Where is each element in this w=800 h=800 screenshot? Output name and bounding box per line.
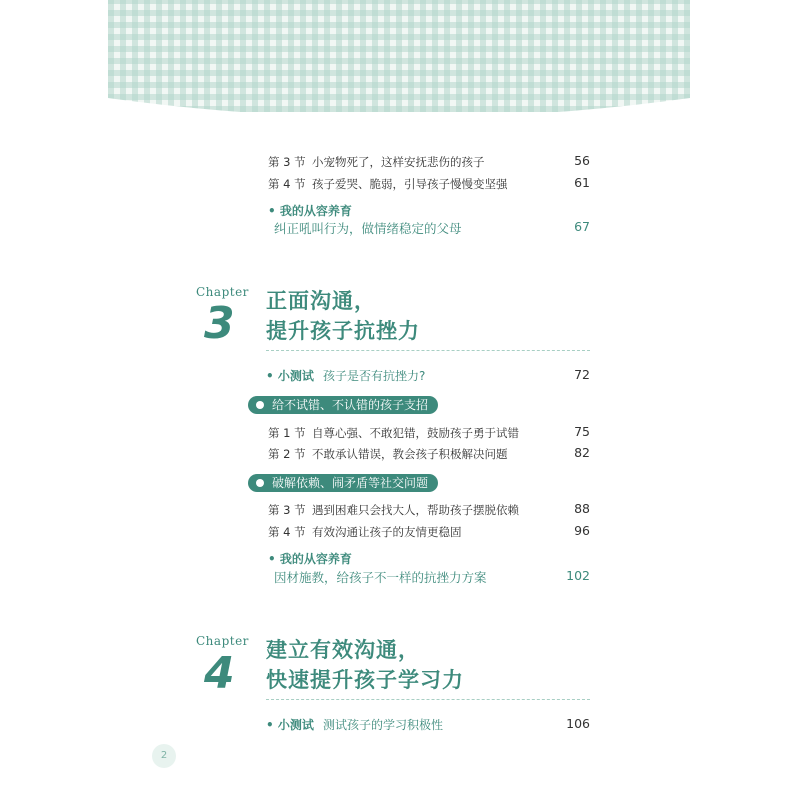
section-label: 第 4 节 (268, 525, 306, 539)
section-label: 第 2 节 (268, 447, 306, 461)
quiz-text[interactable]: 测试孩子的学习积极性 (323, 718, 444, 732)
parenting-subtitle[interactable]: 因材施教，给孩子不一样的抗挫力方案 (274, 570, 487, 585)
chapter-divider (266, 350, 590, 351)
chapter-title-line2: 提升孩子抗挫力 (266, 319, 420, 343)
chapter-number: 3 (204, 298, 235, 349)
chapter-number: 4 (204, 648, 235, 699)
parenting-page: 102 (566, 568, 590, 583)
section-title[interactable]: 孩子爱哭、脆弱，引导孩子慢慢变坚强 (312, 177, 508, 191)
chapter-label: Chapter (196, 634, 249, 648)
header-curve (108, 78, 690, 138)
quiz-page: 106 (566, 716, 590, 731)
section-page: 88 (574, 501, 590, 516)
page-number: 2 (152, 744, 176, 768)
section-title[interactable]: 小宠物死了，这样安抚悲伤的孩子 (312, 155, 485, 169)
topic-pill (248, 474, 438, 492)
section-title[interactable]: 有效沟通让孩子的友情更稳固 (312, 525, 462, 539)
parenting-heading: • 我的从容养育 (268, 552, 352, 566)
quiz-page: 72 (574, 367, 590, 382)
chapter-title[interactable] (266, 635, 464, 695)
quiz-text[interactable]: 孩子是否有抗挫力? (323, 369, 426, 383)
section-label: 第 3 节 (268, 503, 306, 517)
section-label: 第 1 节 (268, 426, 306, 440)
quiz-label: • 小测试 (266, 718, 314, 732)
section-title[interactable]: 自尊心强、不敢犯错，鼓励孩子勇于试错 (312, 426, 519, 440)
topic-pill-label: 给不试错、不认错的孩子支招 (272, 398, 429, 412)
topic-pill (248, 396, 438, 414)
topic-pill-label: 破解依赖、闹矛盾等社交问题 (272, 476, 429, 490)
section-page: 61 (574, 175, 590, 190)
parenting-subtitle[interactable]: 纠正吼叫行为，做情绪稳定的父母 (274, 221, 462, 236)
section-title[interactable]: 不敢承认错误，教会孩子积极解决问题 (312, 447, 508, 461)
section-label: 第 3 节 (268, 155, 306, 169)
chapter-title-line1: 建立有效沟通， (266, 638, 420, 662)
chapter-title-line1: 正面沟通， (266, 289, 376, 313)
section-label: 第 4 节 (268, 177, 306, 191)
parenting-page: 67 (574, 219, 590, 234)
chapter-divider (266, 699, 590, 700)
chapter-label: Chapter (196, 285, 249, 299)
chapter-title-line2: 快速提升孩子学习力 (266, 668, 464, 692)
quiz-label: • 小测试 (266, 369, 314, 383)
section-page: 75 (574, 424, 590, 439)
bullet-dot-icon (256, 479, 264, 487)
section-page: 82 (574, 445, 590, 460)
bullet-dot-icon (256, 401, 264, 409)
parenting-heading: • 我的从容养育 (268, 204, 352, 218)
chapter-title[interactable] (266, 286, 420, 346)
section-title[interactable]: 遇到困难只会找大人，帮助孩子摆脱依赖 (312, 503, 519, 517)
section-page: 56 (574, 153, 590, 168)
section-page: 96 (574, 523, 590, 538)
